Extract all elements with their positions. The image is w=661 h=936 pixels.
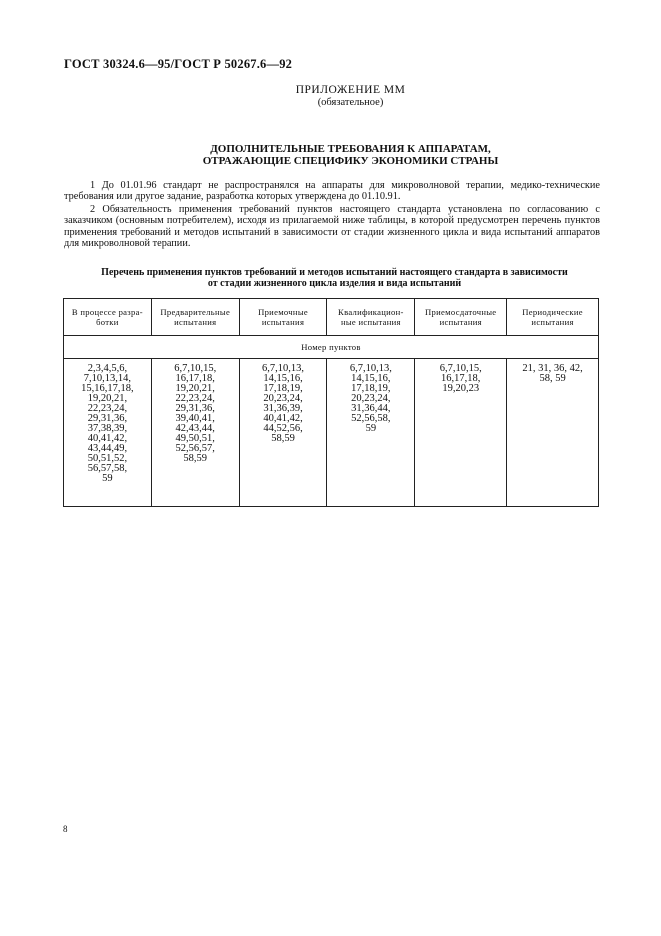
- paragraph-2: [64, 204, 600, 249]
- paragraph-2-text: 2 Обязательность применения требований пунктов настоящего стандарта установлена по согласованию с заказчиком (основным потребителем), исходя из прилагаемой ниже таблицы, в которой предусмотрен перечень пунктов применения требований и методов испытаний в зависимости от стадии жизненного цикла и вида испытаний аппаратов для микроволновой терапии.: [64, 204, 600, 249]
- requirements-table: [63, 298, 599, 507]
- paragraph-1-text: 1 До 01.01.96 стандарт не распространялся на аппараты для микроволновой терапии, медико-технические требования или другое задание, разработка которых утверждена до 01.10.91.: [64, 180, 600, 203]
- header-acceptance-tests: Приемочные испытания: [239, 299, 327, 336]
- page-number: 8: [63, 824, 68, 834]
- section-title-line-2: ОТРАЖАЮЩИЕ СПЕЦИФИКУ ЭКОНОМИКИ СТРАНЫ: [202, 155, 499, 167]
- paragraph-1: [64, 180, 600, 203]
- values-preliminary-tests: 6,7,10,15, 16,17,18, 19,20,21, 22,23,24, 29,31,36, 39,40,41, 42,43,44, 49,50,51, 52,56,57, 58,59: [151, 359, 239, 507]
- header-qualification-tests: Квалификацион- ные испытания: [327, 299, 415, 336]
- values-acceptance-tests: 6,7,10,13, 14,15,16, 17,18,19, 20,23,24, 31,36,39, 40,41,42, 44,52,56, 58,59: [239, 359, 327, 507]
- table-values-row: [64, 359, 599, 507]
- document-header: ГОСТ 30324.6—95/ГОСТ Р 50267.6—92: [64, 57, 293, 71]
- header-periodic-tests: Периодические испытания: [507, 299, 599, 336]
- appendix-label: ПРИЛОЖЕНИЕ ММ: [295, 84, 406, 96]
- table-title: [0, 267, 661, 289]
- header-development: В процессе разра- ботки: [64, 299, 152, 336]
- table-header-row: [64, 299, 599, 336]
- values-qualification-tests: 6,7,10,13, 14,15,16, 17,18,19, 20,23,24, 31,36,44, 52,56,58, 59: [327, 359, 415, 507]
- section-title: [0, 143, 661, 167]
- header-preliminary-tests: Предварительные испытания: [151, 299, 239, 336]
- values-delivery-tests: 6,7,10,15, 16,17,18, 19,20,23: [415, 359, 507, 507]
- subheader-item-numbers: Номер пунктов: [64, 336, 599, 359]
- header-delivery-tests: Приемосдаточные испытания: [415, 299, 507, 336]
- appendix-status: (обязательное): [317, 97, 384, 108]
- table-subheader-row: [64, 336, 599, 359]
- values-development: 2,3,4,5,6, 7,10,13,14, 15,16,17,18, 19,20,21, 22,23,24, 29,31,36, 37,38,39, 40,41,42, 43,44,49, 50,51,52, 56,57,58, 59: [64, 359, 152, 507]
- values-periodic-tests: 21, 31, 36, 42, 58, 59: [507, 359, 599, 507]
- table-title-line-2: от стадии жизненного цикла изделия и вида испытаний: [207, 278, 462, 289]
- table-title-line-1: Перечень применения пунктов требований и методов испытаний настоящего стандарта в зависимости: [101, 267, 568, 278]
- section-title-line-1: ДОПОЛНИТЕЛЬНЫЕ ТРЕБОВАНИЯ К АППАРАТАМ,: [210, 143, 491, 155]
